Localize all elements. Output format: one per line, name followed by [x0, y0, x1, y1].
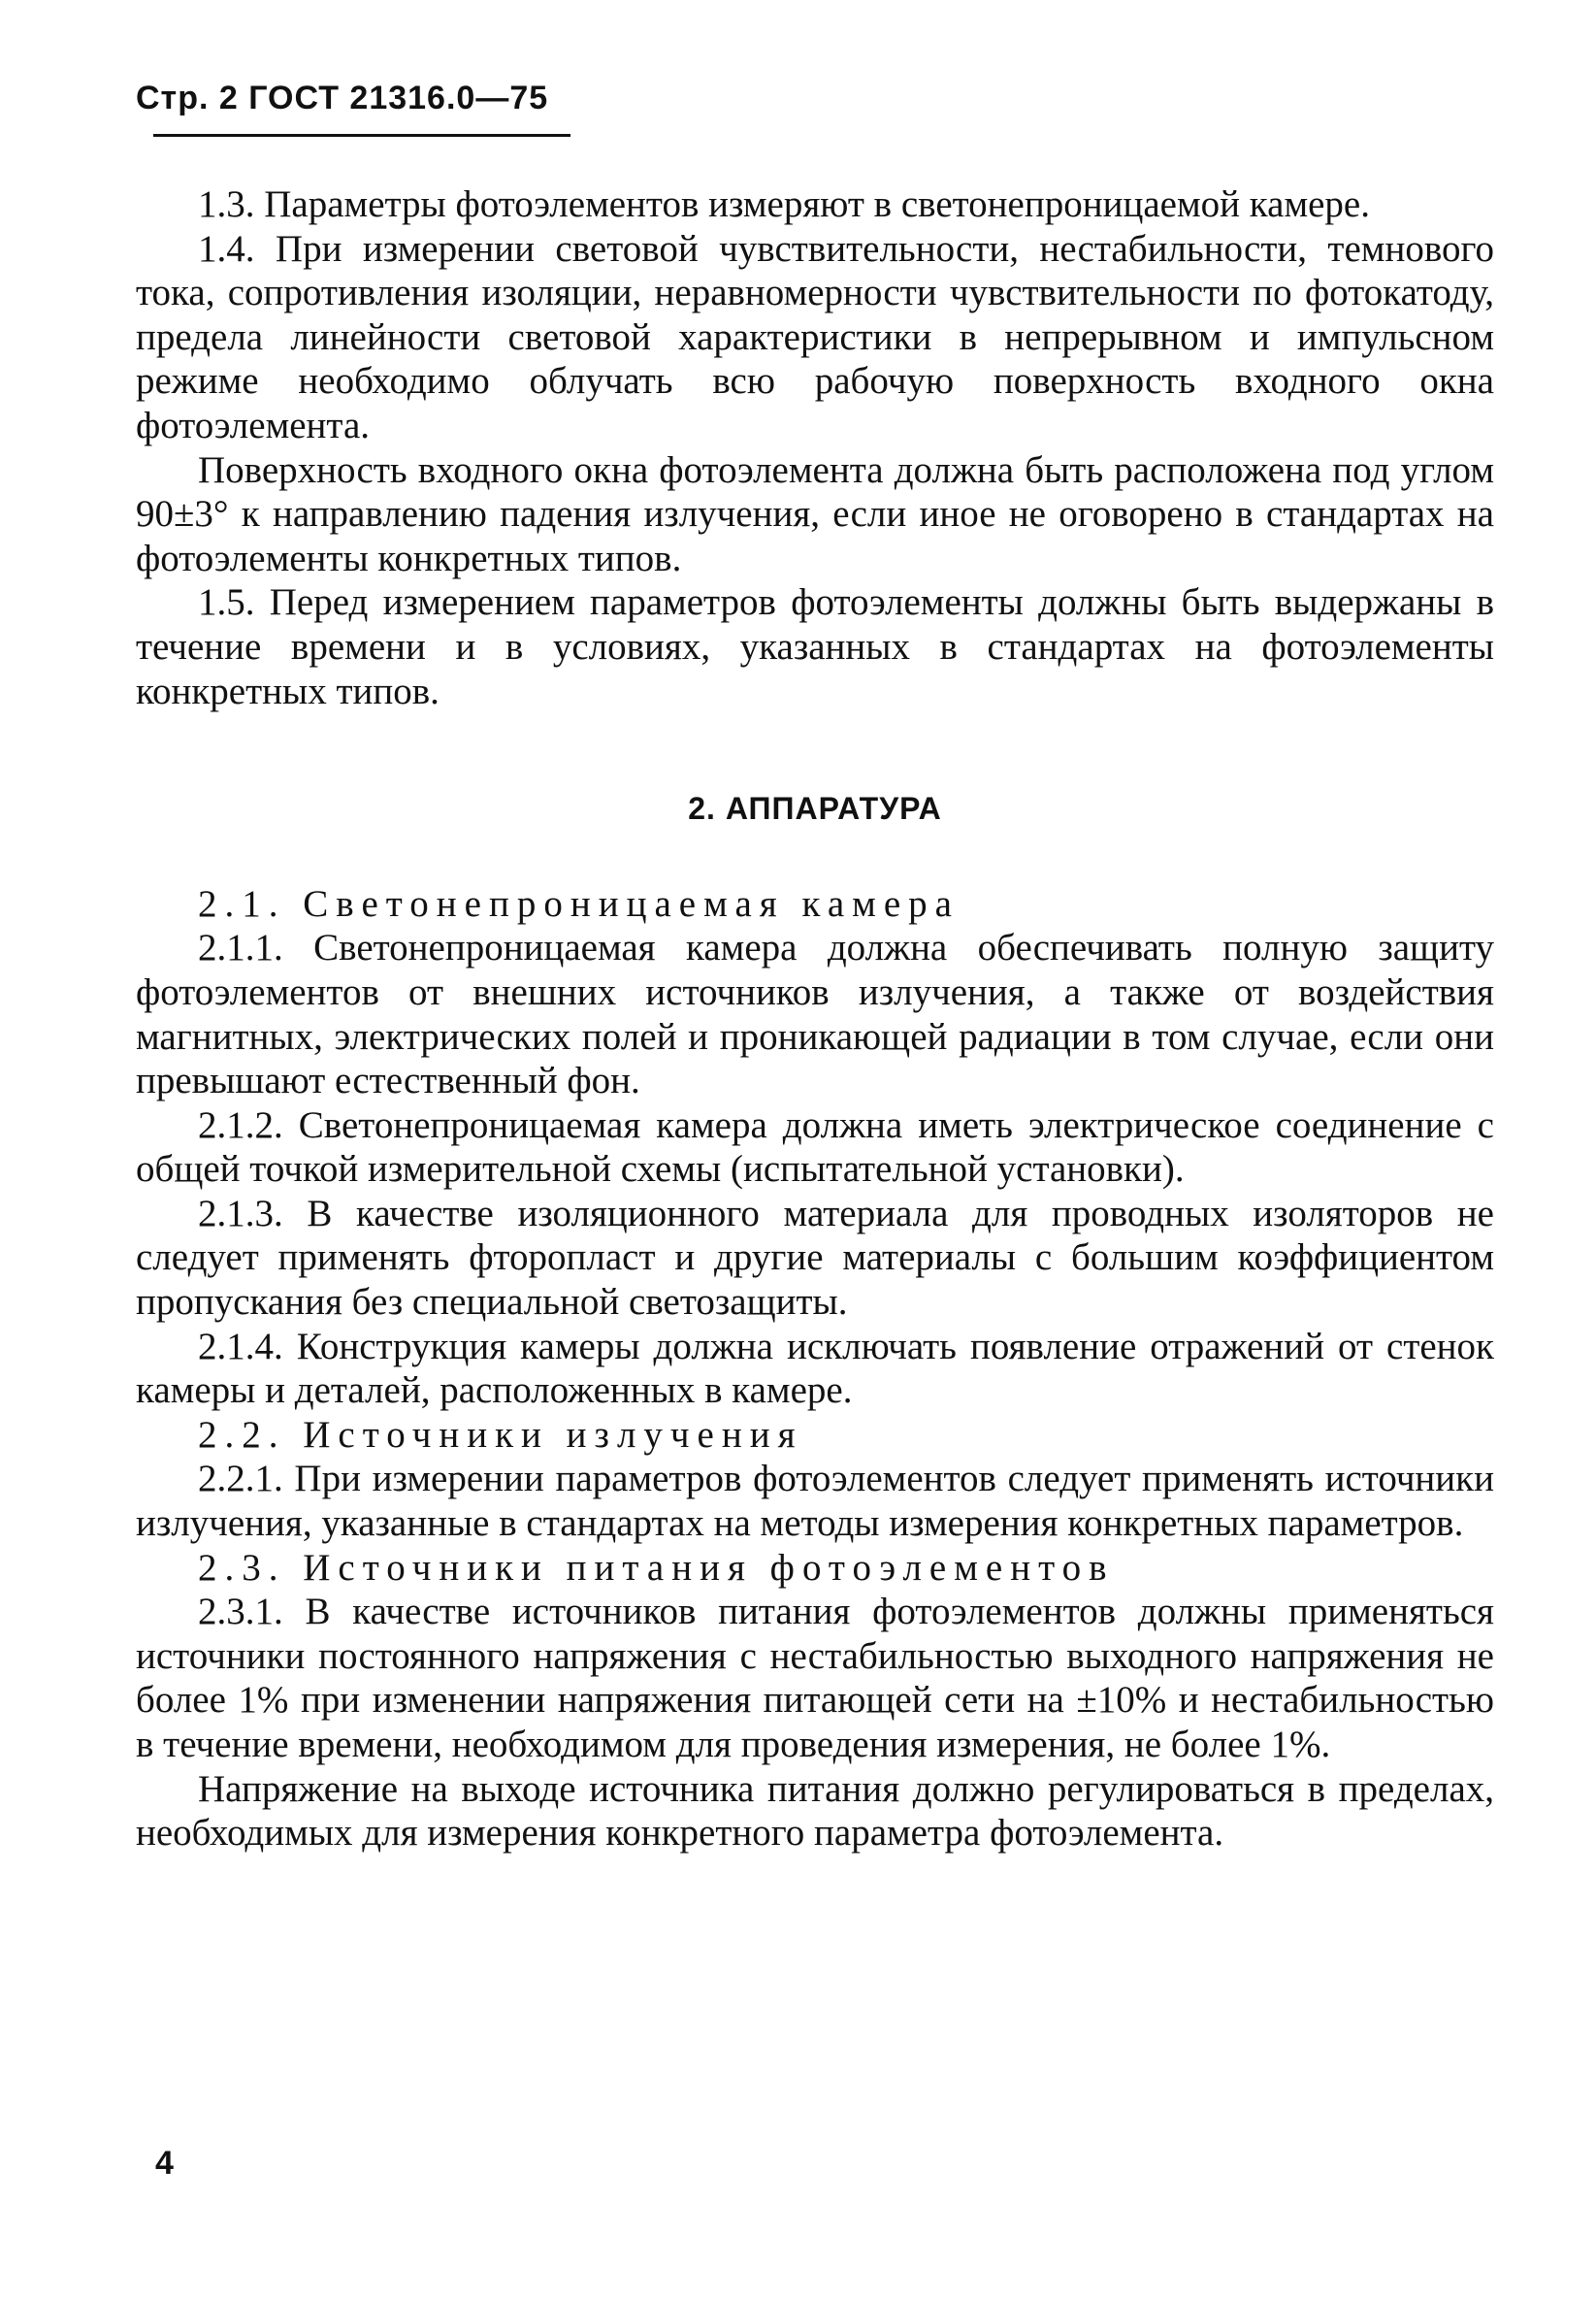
- paragraph-2-1-2: 2.1.2. Светонепроницаемая камера должна иметь электрическое соединение с общей точкой измерительной схемы (испытательной установки).: [136, 1103, 1494, 1191]
- subsection-title-2-2: 2.2. Источники излучения: [198, 1413, 803, 1456]
- document-body: [136, 182, 1494, 1856]
- paragraph-2-3-1: 2.3.1. В качестве источников питания фотоэлементов должны применяться источники постоянного напряжения с нестабильностью выходного напряжения не более 1% при изменении напряжения питающей сети на ±10% и нестабильностью в течение времени, необходимом для проведения измерения, не более 1%.: [136, 1591, 1494, 1765]
- page-number: 4: [155, 2145, 174, 2182]
- paragraph-1-4-cont: Поверхность входного окна фотоэлемента должна быть расположена под углом 90±3° к направлению падения излучения, если иное не оговорено в стандартах на фотоэлементы конкретных типов.: [136, 448, 1494, 579]
- section-heading: 2. АППАРАТУРА: [688, 791, 942, 827]
- page-header: Стр. 2 ГОСТ 21316.0—75: [136, 80, 549, 116]
- paragraph-last: Напряжение на выходе источника питания должно регулироваться в пределах, необходимых для измерения конкретного параметра фотоэлемента.: [136, 1767, 1494, 1855]
- subsection-title-2-1: 2.1. Светонепроницаемая камера: [198, 882, 960, 925]
- paragraph-2-1-4: 2.1.4. Конструкция камеры должна исключать появление отражений от стенок камеры и деталей, расположенных в камере.: [136, 1325, 1494, 1412]
- header-rule: [153, 134, 570, 137]
- subsection-title-2-3: 2.3. Источники питания фотоэлементов: [198, 1546, 1115, 1589]
- paragraph-1-3: 1.3. Параметры фотоэлементов измеряют в светонепроницаемой камере.: [198, 183, 1370, 225]
- paragraph-1-5: 1.5. Перед измерением параметров фотоэлементы должны быть выдержаны в течение времени и в условиях, указанных в стандартах на фотоэлементы конкретных типов.: [136, 581, 1494, 712]
- paragraph-2-1-3: 2.1.3. В качестве изоляционного материала для проводных изоляторов не следует применять фторопласт и другие материалы с большим коэффициентом пропускания без специальной светозащиты.: [136, 1192, 1494, 1324]
- paragraph-2-2-1: 2.2.1. При измерении параметров фотоэлементов следует применять источники излучения, указанные в стандартах на методы измерения конкретных параметров.: [136, 1458, 1494, 1545]
- paragraph-2-1-1: 2.1.1. Светонепроницаемая камера должна обеспечивать полную защиту фотоэлементов от внешних источников излучения, а также от воздействия магнитных, электрических полей и проникающей радиации в том случае, если они превышают естественный фон.: [136, 927, 1494, 1102]
- paragraph-1-4: 1.4. При измерении световой чувствительности, нестабильности, темнового тока, сопротивления изоляции, неравномерности чувствительности по фотокатоду, предела линейности световой характеристики в непрерывном и импульсном режиме необходимо облучать всю рабочую поверхность входного окна фотоэлемента.: [136, 227, 1494, 446]
